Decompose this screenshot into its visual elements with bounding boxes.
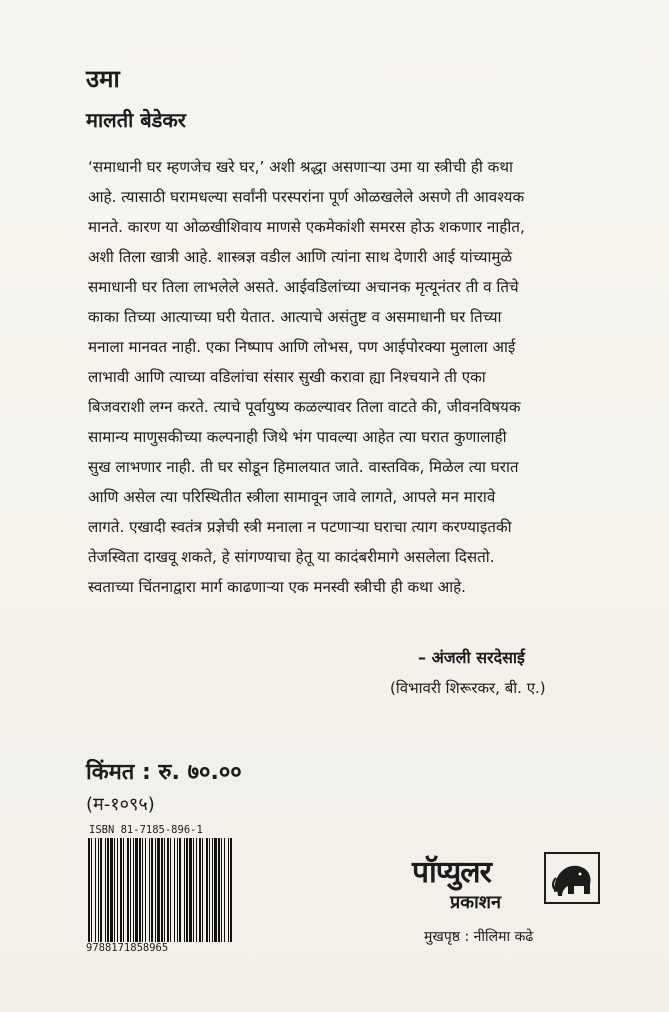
blurb-line: सामान्य माणुसकीच्या कल्पनाही जिथे भंग पावल्या आहेत त्या घरात कुणालाही [88,428,507,446]
publisher-subtitle: प्रकाशन [450,892,501,913]
blurb-line: आणि असेल त्या परिस्थितीत स्त्रीला सामावून जावे लागते, आपले मन मारावे [88,488,496,506]
blurb-line: स्वताच्या चिंतनाद्वारा मार्ग काढणाऱ्या एक मनस्वी स्त्रीची ही कथा आहे. [88,578,466,596]
barcode-icon [86,838,234,942]
catalog-code: (म-१०९५) [86,794,155,815]
barcode-number: 9788171858965 [86,942,169,954]
blurb-text [88,152,628,602]
blurb-line: ‘समाधानी घर म्हणजेच खरे घर,’ अशी श्रद्धा असणाऱ्या उमा या स्त्रीची ही कथा [88,158,513,176]
reviewer-details: (विभावरी शिरूरकर, बी. ए.) [390,679,546,697]
blurb-line: सुख लाभणार नाही. ती घर सोडून हिमालयात जाते. वास्तविक, मिळेल त्या घरात [88,458,519,476]
price-label: किंमत : रु. ७०.०० [86,760,242,785]
book-author: मालती बेडेकर [86,108,186,132]
blurb-line: तेजस्विता दाखवू शकते, हे सांगण्याचा हेतू या कादंबरीमागे असलेला दिसतो. [88,548,495,566]
blurb-line: मानते. कारण या ओळखीशिवाय माणसे एकमेकांशी समरस होऊ शकणार नाहीत, [88,218,525,236]
blurb-line: लाभावी आणि त्याच्या वडिलांचा संसार सुखी करावा ह्या निश्चयाने ती एका [88,368,486,386]
blurb-line: समाधानी घर तिला लाभलेले असते. आईवडिलांच्या अचानक मृत्यूनंतर ती व तिचे [88,278,519,296]
elephant-emblem-icon [544,852,600,904]
book-title: उमा [86,65,120,93]
blurb-line: आहे. त्यासाठी घरामधल्या सर्वांनी परस्परांना पूर्ण ओळखलेले असणे ती आवश्यक [88,188,525,206]
blurb-line: लागते. एखादी स्वतंत्र प्रज्ञेची स्त्री मनाला न पटणाऱ्या घराचा त्याग करण्याइतकी [88,518,512,536]
blurb-line: काका तिच्या आत्याच्या घरी येतात. आत्याचे असंतुष्ट व असमाधानी घर तिच्या [88,308,502,326]
isbn-text: ISBN 81-7185-896-1 [89,824,203,836]
blurb-line: बिजवराशी लग्न करते. त्याचे पूर्वायुष्य कळल्यावर तिला वाटते की, जीवनविषयक [88,398,521,416]
blurb-line: मनाला मानवत नाही. एका निष्पाप आणि लोभस, पण आईपोरक्या मुलाला आई [88,338,516,356]
blurb-line: अशी तिला खात्री आहे. शास्त्रज्ञ वडील आणि त्यांना साथ देणारी आई यांच्यामुळे [88,248,513,266]
reviewer-name: – अंजली सरदेसाई [418,648,525,667]
cover-credit: मुखपृष्ठ : नीलिमा कढे [424,929,534,945]
publisher-name: पॉप्युलर [412,855,491,890]
